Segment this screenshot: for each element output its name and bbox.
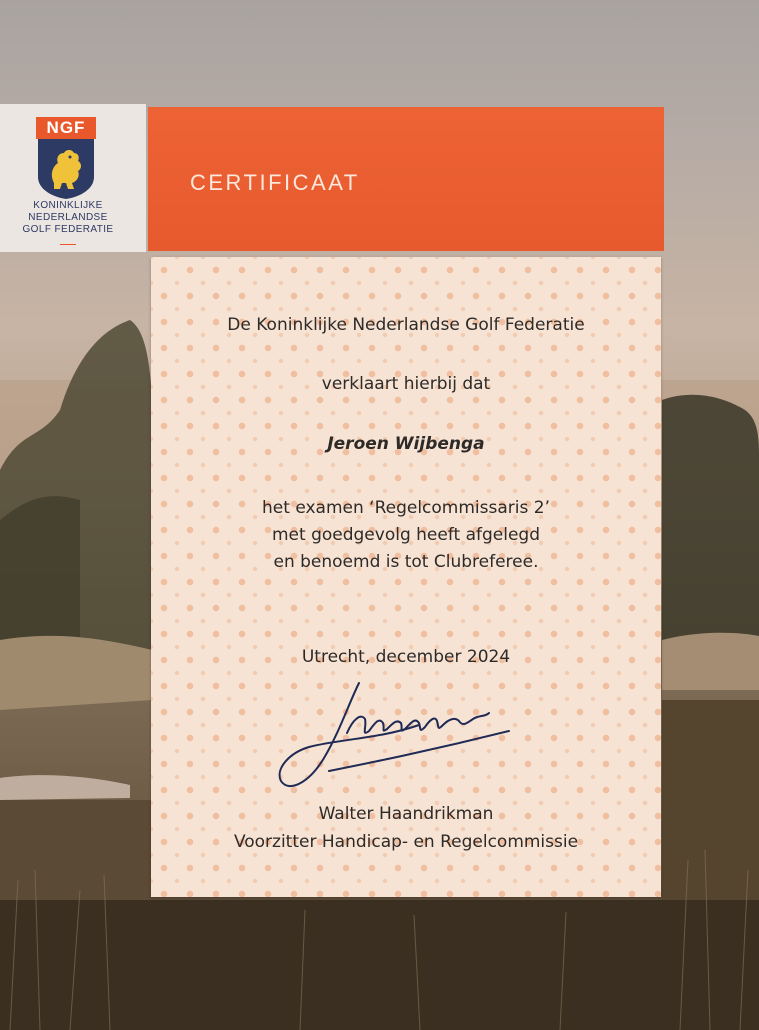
ngf-badge-text: NGF bbox=[36, 117, 96, 139]
recipient-name: Jeroen Wijbenga bbox=[327, 434, 485, 454]
federation-name: KONINKLIJKE NEDERLANDSE GOLF FEDERATIE bbox=[22, 200, 114, 235]
lion-shield-icon bbox=[36, 139, 96, 199]
ngf-logo bbox=[36, 117, 96, 199]
signer-name: Walter Haandrikman bbox=[318, 804, 494, 824]
certificate-banner bbox=[148, 107, 664, 251]
exam-line-2: met goedgevolg heeft afgelegd bbox=[271, 525, 541, 545]
issuer-line: De Koninklijke Nederlandse Golf Federatie bbox=[227, 315, 585, 335]
exam-line-1: het examen ‘Regelcommissaris 2’ bbox=[262, 498, 550, 518]
declaration-line: verklaart hierbij dat bbox=[321, 374, 491, 394]
ngf-logo-panel bbox=[0, 104, 146, 252]
exam-line-3: en benoemd is tot Clubreferee. bbox=[273, 552, 539, 572]
signature-image bbox=[269, 673, 529, 803]
certificate-body bbox=[151, 257, 661, 897]
certificate-title: CERTIFICAAT bbox=[190, 170, 360, 195]
signer-role: Voorzitter Handicap- en Regelcommissie bbox=[233, 832, 579, 852]
logo-divider bbox=[60, 244, 76, 245]
place-date: Utrecht, december 2024 bbox=[301, 647, 511, 667]
